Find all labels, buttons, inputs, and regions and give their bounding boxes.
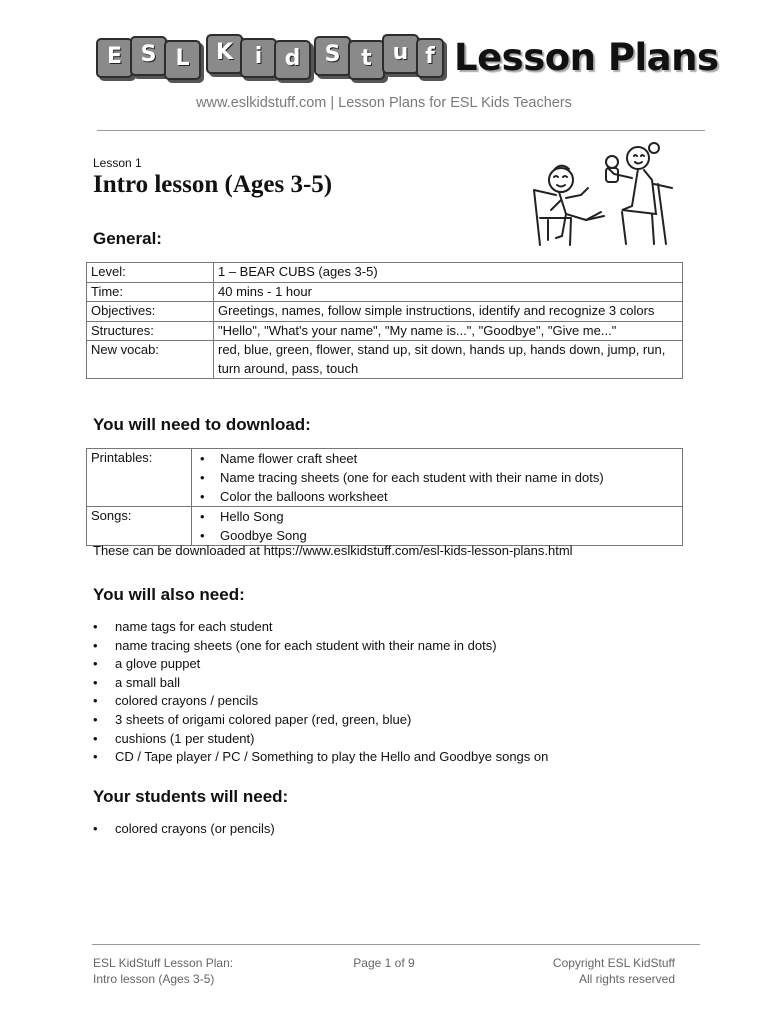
list-item: • name tags for each student (93, 618, 548, 637)
objectives-value: Greetings, names, follow simple instructions, identify and recognize 3 colors (214, 302, 683, 322)
footer-left-line2: Intro lesson (Ages 3-5) (93, 972, 215, 986)
lesson-number: Lesson 1 (93, 156, 142, 170)
list-item: • cushions (1 per student) (93, 730, 548, 749)
list-item: • 3 sheets of origami colored paper (red, green, blue) (93, 711, 548, 730)
list-item: • CD / Tape player / PC / Something to play the Hello and Goodbye songs on (93, 748, 548, 767)
teacher-and-child-illustration (526, 140, 684, 252)
list-item: • colored crayons (or pencils) (93, 820, 275, 839)
also-need-heading: You will also need: (93, 585, 245, 604)
list-item: • Name tracing sheets (one for each student with their name in dots) (200, 468, 678, 487)
header-title: Lesson Plans (454, 36, 719, 79)
list-item: • Name flower craft sheet (200, 449, 678, 468)
footer-divider (92, 944, 700, 945)
page-number: Page 1 of 9 (353, 956, 415, 970)
logo-letter-block: t (348, 40, 385, 80)
list-item: • Hello Song (200, 507, 678, 526)
level-label: Level: (87, 263, 214, 283)
vocab-label: New vocab: (87, 341, 214, 379)
list-item: • colored crayons / pencils (93, 692, 548, 711)
objectives-label: Objectives: (87, 302, 214, 322)
students-need-heading: Your students will need: (93, 787, 289, 806)
logo-letter-block: S (130, 36, 167, 76)
logo (92, 28, 442, 82)
list-item: • a glove puppet (93, 655, 548, 674)
footer-right-line2: All rights reserved (578, 972, 675, 986)
printables-cell (192, 449, 683, 507)
vocab-value: red, blue, green, flower, stand up, sit down, hands up, hands down, jump, run, turn around, pass, touch (214, 341, 683, 379)
download-heading: You will need to download: (93, 415, 311, 434)
songs-label: Songs: (87, 507, 192, 546)
logo-letter-block: E (96, 38, 133, 78)
songs-cell (192, 507, 683, 546)
list-item: • Goodbye Song (200, 526, 678, 545)
footer-left-line1: ESL KidStuff Lesson Plan: (93, 956, 234, 970)
also-need-list (93, 618, 548, 767)
printables-label: Printables: (87, 449, 192, 507)
list-item: • a small ball (93, 674, 548, 693)
time-label: Time: (87, 282, 214, 302)
header-divider (97, 130, 705, 131)
songs-list (200, 507, 678, 545)
logo-letter-block: K (206, 34, 243, 74)
time-value: 40 mins - 1 hour (214, 282, 683, 302)
logo-letter-block: L (164, 40, 201, 80)
logo-letter-block: d (274, 40, 311, 80)
printables-list (200, 449, 678, 506)
logo-letter-block: S (314, 36, 351, 76)
logo-letter-block: f (416, 38, 444, 78)
footer-left (93, 955, 233, 987)
lesson-title: Intro lesson (Ages 3-5) (93, 171, 333, 198)
general-heading: General: (93, 229, 162, 248)
list-item: • Color the balloons worksheet (200, 487, 678, 506)
table-row (87, 507, 683, 546)
logo-letter-block: i (240, 38, 277, 78)
site-tagline: www.eslkidstuff.com | Lesson Plans for ESL Kids Teachers (196, 95, 572, 111)
download-note: These can be downloaded at https://www.eslkidstuff.com/esl-kids-lesson-plans.html (93, 543, 573, 558)
level-value: 1 – BEAR CUBS (ages 3-5) (214, 263, 683, 283)
download-table (86, 448, 683, 546)
table-row (87, 449, 683, 507)
structures-label: Structures: (87, 321, 214, 341)
table-row (87, 341, 683, 379)
table-row (87, 263, 683, 283)
table-row (87, 282, 683, 302)
table-row (87, 321, 683, 341)
footer-right (505, 955, 675, 987)
general-table (86, 262, 683, 379)
structures-value: "Hello", "What's your name", "My name is...", "Goodbye", "Give me..." (214, 321, 683, 341)
list-item: • name tracing sheets (one for each student with their name in dots) (93, 637, 548, 656)
footer-right-line1: Copyright ESL KidStuff (552, 956, 675, 970)
table-row (87, 302, 683, 322)
logo-letter-block: u (382, 34, 419, 74)
students-need-list (93, 820, 275, 839)
